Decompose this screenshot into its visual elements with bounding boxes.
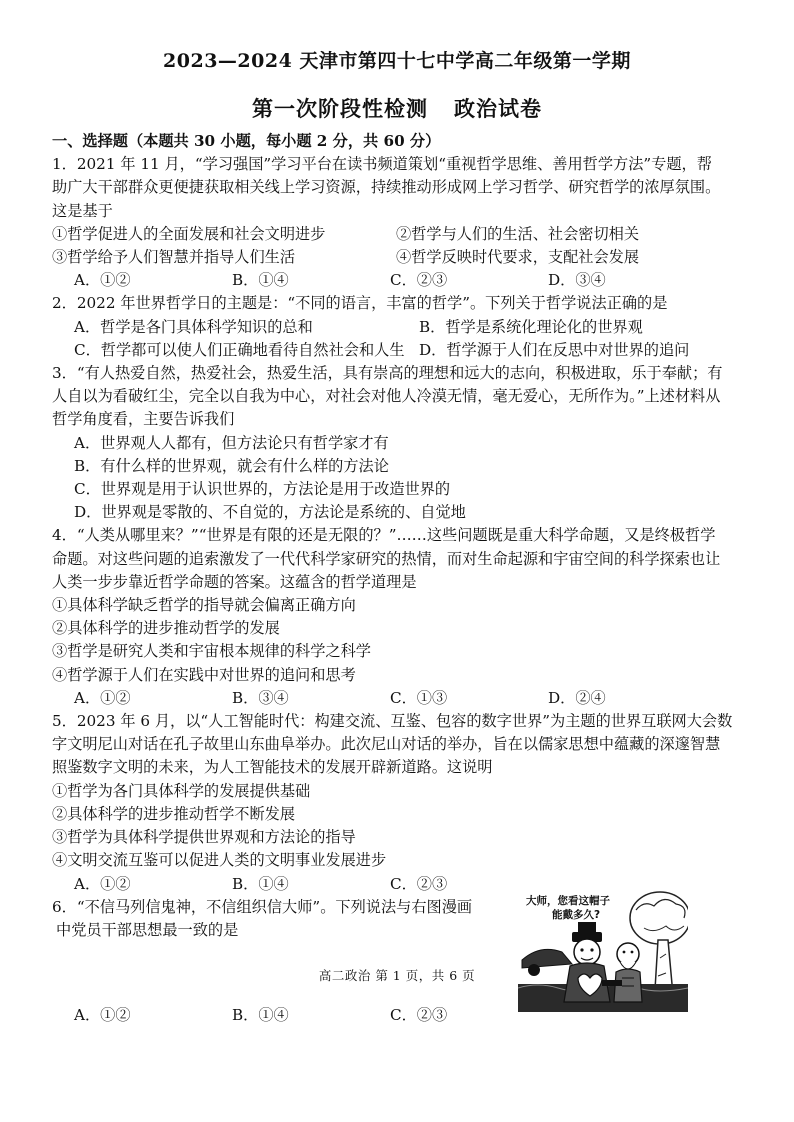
page-footer: 高二政治 第 1 页，共 6 页 bbox=[318, 968, 476, 983]
cartoon-caption-2: 能戴多久? bbox=[552, 909, 601, 921]
question-4 bbox=[52, 524, 767, 710]
option-a: A．哲学是各门具体科学知识的总和 bbox=[74, 317, 313, 336]
option-d: D．哲学源于人们在反思中对世界的追问 bbox=[419, 340, 690, 359]
question-text: 4．“人类从哪里来？”“世界是有限的还是无限的？”……这些问题既是重大科学命题，又是终极哲学 bbox=[52, 526, 716, 545]
question-text: 3．“有人热爱自然，热爱社会，热爱生活，具有崇高的理想和远大的志向，积极进取，乐于奉献；有 bbox=[52, 364, 723, 383]
cartoon-illustration bbox=[518, 888, 688, 1012]
options-row bbox=[52, 316, 767, 339]
statement-row bbox=[52, 223, 767, 246]
subtitle-part-a: 第一次阶段性检测 bbox=[252, 96, 428, 121]
option-d: D．③④ bbox=[548, 271, 606, 290]
option-c: C．世界观是用于认识世界的，方法论是用于改造世界的 bbox=[74, 480, 451, 499]
option-a: A．①② bbox=[74, 688, 131, 707]
question-text: 命题。对这些问题的追索激发了一代代科学家研究的热情，而对生命起源和宇宙空间的科学探索也让 bbox=[52, 549, 721, 568]
question-text: 哲学角度看，主要告诉我们 bbox=[52, 410, 235, 429]
option-a: A．①② bbox=[74, 1006, 131, 1024]
options-row bbox=[52, 339, 767, 362]
option-a: A．①② bbox=[74, 271, 131, 290]
option-c: C．②③ bbox=[390, 271, 448, 290]
option-b: B．①④ bbox=[232, 874, 289, 893]
question-text: 1．2021 年 11 月，“学习强国”学习平台在读书频道策划“重视哲学思维、善用哲学方法”专题，帮 bbox=[52, 155, 712, 174]
question-6-options bbox=[74, 1004, 714, 1027]
question-3 bbox=[52, 362, 767, 524]
option-c: C．①③ bbox=[390, 688, 448, 707]
question-text: 人自以为看破红尘，完全以自我为中心，对社会对他人冷漠无情，毫无爱心，无所作为。”上述材料从 bbox=[52, 387, 721, 406]
options-row bbox=[52, 687, 767, 710]
subtitle-part-b: 政治试卷 bbox=[454, 96, 542, 121]
question-text: 人类一步步靠近哲学命题的答案。这蕴含的哲学道理是 bbox=[52, 572, 417, 591]
question-text: 照鉴数字文明的未来，为人工智能技术的发展开辟新道路。这说明 bbox=[52, 758, 493, 777]
statement: ①哲学为各门具体科学的发展提供基础 bbox=[52, 781, 311, 800]
option-b: B．③④ bbox=[232, 688, 289, 707]
option-c: C．②③ bbox=[390, 874, 448, 893]
statement: ①具体科学缺乏哲学的指导就会偏离正确方向 bbox=[52, 596, 356, 615]
question-text: 这是基于 bbox=[52, 201, 113, 220]
section-heading: 一、选择题（本题共 30 小题，每小题 2 分，共 60 分） bbox=[52, 132, 441, 150]
question-text: 助广大干部群众更便捷获取相关线上学习资源，持续推动形成网上学习哲学、研究哲学的浓厚氛围。 bbox=[52, 178, 721, 197]
statement: ③哲学给予人们智慧并指导人们生活 bbox=[52, 248, 295, 267]
exam-subtitle bbox=[0, 93, 794, 123]
question-text: 字文明尼山对话在孔子故里山东曲阜举办。此次尼山对话的举办，旨在以儒家思想中蕴藏的深邃智慧 bbox=[52, 735, 721, 754]
option-c: C．②③ bbox=[390, 1006, 448, 1024]
question-text: 5．2023 年 6 月，以“人工智能时代：构建交流、互鉴、包容的数字世界”为主题的世界互联网大会数 bbox=[52, 712, 733, 731]
option-b: B．有什么样的世界观，就会有什么样的方法论 bbox=[74, 456, 389, 475]
statement: ②具体科学的进步推动哲学不断发展 bbox=[52, 804, 295, 823]
question-text: 6．“不信马列信鬼神，不信组织信大师”。下列说法与右图漫画 bbox=[52, 897, 473, 916]
question-5 bbox=[52, 710, 767, 896]
statement: ③哲学是研究人类和宇宙根本规律的科学之科学 bbox=[52, 642, 371, 661]
option-b: B．哲学是系统化理论化的世界观 bbox=[419, 317, 643, 336]
question-2 bbox=[52, 292, 767, 362]
statement: ④哲学源于人们在实践中对世界的追问和思考 bbox=[52, 665, 356, 684]
option-b: B．①④ bbox=[232, 271, 289, 290]
option-d: D．世界观是零散的、不自觉的，方法论是系统的、自觉地 bbox=[74, 503, 466, 522]
statement: ①哲学促进人的全面发展和社会文明进步 bbox=[52, 224, 326, 243]
option-a: A．世界观人人都有，但方法论只有哲学家才有 bbox=[74, 433, 389, 452]
exam-title: 2023—2024 天津市第四十七中学高二年级第一学期 bbox=[163, 50, 631, 72]
statement: ④哲学反映时代要求，支配社会发展 bbox=[396, 248, 639, 267]
question-1 bbox=[52, 153, 767, 292]
option-a: A．①② bbox=[74, 874, 131, 893]
statement: ④文明交流互鉴可以促进人类的文明事业发展进步 bbox=[52, 851, 387, 870]
exam-content bbox=[52, 130, 767, 942]
cartoon-caption-1: 大师，您看这帽子 bbox=[526, 895, 610, 907]
option-d: D．②④ bbox=[548, 688, 606, 707]
statement: ②哲学与人们的生活、社会密切相关 bbox=[396, 224, 639, 243]
question-6 bbox=[52, 896, 512, 942]
options-row bbox=[52, 269, 767, 292]
question-text: 2．2022 年世界哲学日的主题是：“不同的语言，丰富的哲学”。下列关于哲学说法正确的是 bbox=[52, 294, 668, 313]
option-c: C．哲学都可以使人们正确地看待自然社会和人生 bbox=[74, 340, 405, 359]
option-b: B．①④ bbox=[232, 1006, 289, 1024]
statement-row bbox=[52, 246, 767, 269]
statement: ②具体科学的进步推动哲学的发展 bbox=[52, 619, 280, 638]
statement: ③哲学为具体科学提供世界观和方法论的指导 bbox=[52, 828, 356, 847]
question-text: 中党员干部思想最一致的是 bbox=[56, 920, 239, 939]
